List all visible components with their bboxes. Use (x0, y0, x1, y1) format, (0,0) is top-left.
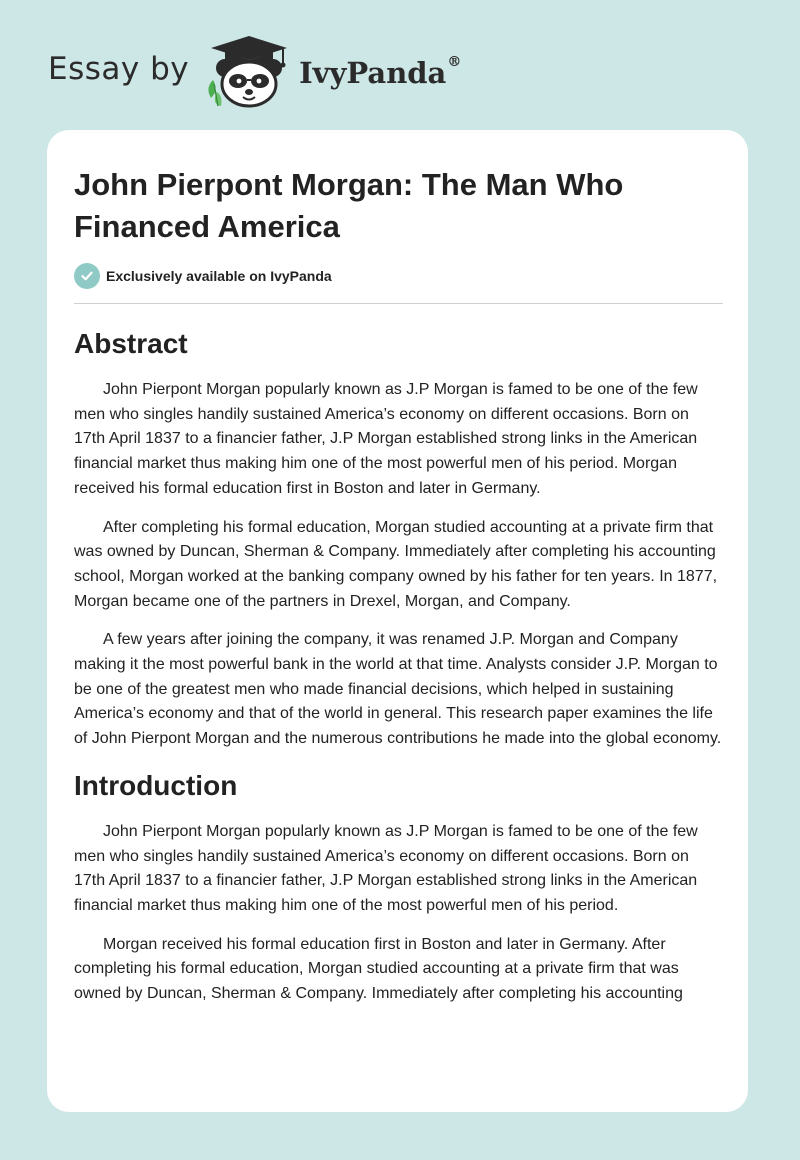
essay-title: John Pierpont Morgan: The Man Who Financed America (74, 167, 624, 244)
panda-graduate-icon (201, 34, 297, 108)
exclusive-badge-text: Exclusively available on IvyPanda (106, 268, 332, 284)
introduction-paragraph-1: John Pierpont Morgan popularly known as J.P Morgan is famed to be one of the few men who singles handily sustained America’s economy on different occasions. Born on 17th April 1837 to a financier father, J.P Morgan established strong links in the American financial market thus making him one of the most powerful men of his period. (74, 822, 698, 914)
site-header (48, 34, 461, 108)
introduction-paragraph-2: Morgan received his formal education first in Boston and later in Germany. After completing his formal education, Morgan studied accounting at a private firm that was owned by Duncan, Sherman & Company. Immediately after completing his accounting (74, 935, 683, 1003)
essay-card (47, 130, 748, 1112)
essay-body (74, 324, 724, 1021)
check-circle-icon (74, 263, 100, 289)
title-divider (74, 303, 723, 304)
exclusive-badge (74, 263, 332, 289)
abstract-paragraph-3: A few years after joining the company, it was renamed J.P. Morgan and Company making it the most powerful bank in the world at that time. Analysts consider J.P. Morgan to be one of the greatest men who made financial decisions, which helped in sustaining America’s economy and that of the world in general. This research paper examines the life of John Pierpont Morgan and the numerous contributions he made into the global economy. (74, 631, 722, 748)
section-heading-abstract: Abstract (74, 328, 188, 359)
section-heading-introduction: Introduction (74, 769, 238, 801)
abstract-paragraph-2: After completing his formal education, Morgan studied accounting at a private firm that was owned by Duncan, Sherman & Company. Immediately after completing his accounting school, Morgan worked at the banking company owned by his father for ten years. In 1877, Morgan became one of the partners in Drexel, Morgan, and Company. (74, 518, 718, 610)
registered-mark: ® (447, 54, 462, 70)
brand-logotype[interactable] (299, 56, 461, 90)
abstract-paragraph-1: John Pierpont Morgan popularly known as J.P Morgan is famed to be one of the few men who singles handily sustained America’s economy on different occasions. Born on 17th April 1837 to a financier father, J.P Morgan established strong links in the American financial market thus making him one of the most powerful men of his period. Morgan received his formal education first in Boston and later in Germany. (74, 381, 698, 497)
brand-name: IvyPanda (299, 56, 447, 90)
essay-by-label: Essay by (48, 51, 190, 87)
